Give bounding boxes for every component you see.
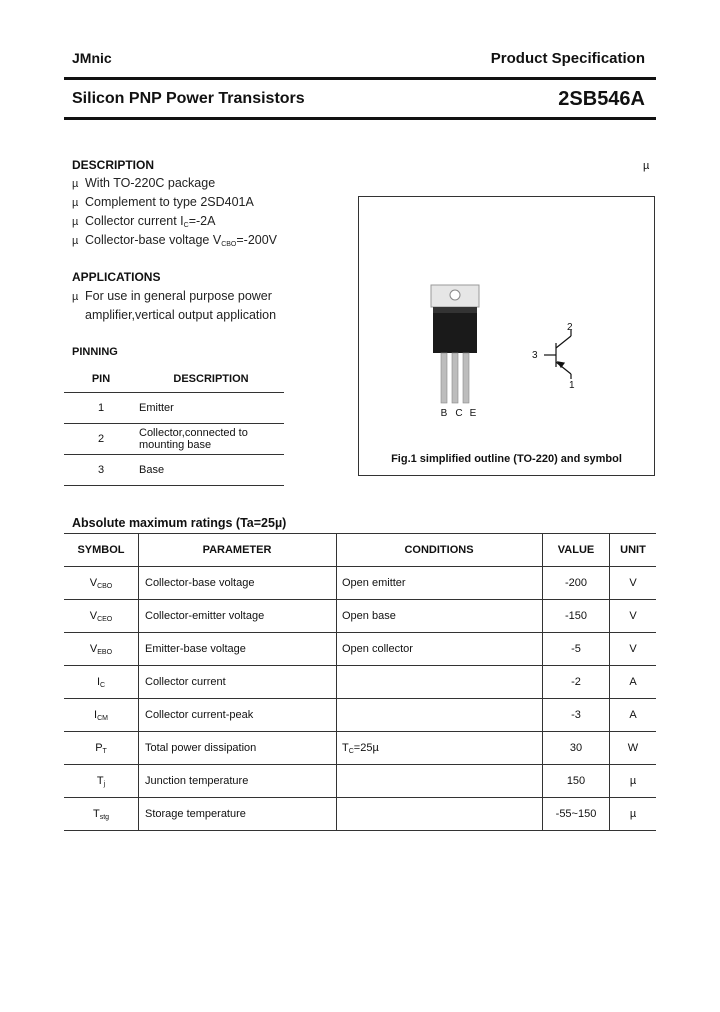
table-row: $V_{CEO}$ Collector-emitter voltage Open base -150 V — [64, 600, 656, 633]
table-row: $P_T$ Total power dissipation $T_C=25\mu$ 30 W — [64, 732, 656, 765]
pinning-heading: PINNING — [72, 346, 118, 358]
table-row: $V_{CBO}$ Collector-base voltage Open emitter -200 V — [64, 567, 656, 600]
bullet-mark: µ — [72, 216, 79, 228]
lead-label: B — [440, 408, 448, 419]
parameter-col-header: PARAMETER — [139, 534, 337, 567]
symbol-pin-label: 3 — [532, 350, 538, 361]
pinning-table — [64, 366, 284, 486]
table-row: $T_{stg}$ Storage temperature -55~150 µ — [64, 798, 656, 831]
ratings-table — [64, 533, 656, 831]
header-rule — [64, 77, 656, 80]
description-item: µ Collector current $I_C=-2A$ — [72, 214, 216, 229]
lead-label: C — [455, 408, 463, 419]
symbol-pin-label: 1 — [569, 380, 575, 391]
pnp-transistor-symbol — [544, 330, 571, 379]
title-rule — [64, 117, 656, 120]
table-row: $V_{EBO}$ Emitter-base voltage Open collector -5 V — [64, 633, 656, 666]
part-number: 2SB546A — [558, 88, 645, 110]
bullet-mark: µ — [643, 160, 650, 172]
document-type: Product Specification — [490, 50, 645, 67]
table-row: $I_{CM}$ Collector current-peak -3 A — [64, 699, 656, 732]
applications-item: µ For use in general purpose power — [72, 289, 272, 303]
applications-heading: APPLICATIONS — [72, 270, 161, 284]
to220-package-image — [431, 285, 479, 403]
table-row: 2 Collector,connected to mounting base — [64, 424, 284, 455]
description-heading: DESCRIPTION — [72, 158, 155, 172]
description-item: µ Complement to type 2SD401A — [72, 195, 254, 209]
company-name: JMnic — [72, 50, 112, 66]
table-row: 1 Emitter — [64, 393, 284, 424]
pin-col-header: PIN — [64, 366, 138, 393]
figure-box — [358, 196, 655, 476]
bullet-mark: µ — [72, 178, 79, 190]
conditions-col-header: CONDITIONS — [337, 534, 543, 567]
bullet-mark: µ — [72, 197, 79, 209]
symbol-col-header: SYMBOL — [64, 534, 139, 567]
applications-item-cont: amplifier,vertical output application — [85, 308, 277, 322]
table-row: $I_C$ Collector current -2 A — [64, 666, 656, 699]
symbol-pin-label: 2 — [567, 322, 573, 333]
bullet-mark: µ — [72, 291, 79, 303]
description-item: µ Collector-base voltage $V_{CBO}=-200V$ — [72, 233, 278, 248]
desc-col-header: DESCRIPTION — [138, 366, 284, 393]
unit-col-header: UNIT — [610, 534, 657, 567]
description-item: µ With TO-220C package — [72, 176, 216, 190]
table-row: 3 Base — [64, 455, 284, 486]
document-title: Silicon PNP Power Transistors — [72, 90, 305, 107]
table-row: $T_j$ Junction temperature 150 µ — [64, 765, 656, 798]
bullet-mark: µ — [72, 235, 79, 247]
figure-drawing — [359, 197, 654, 475]
lead-label: E — [469, 408, 477, 419]
figure-caption: Fig.1 simplified outline (TO-220) and symbol — [391, 453, 622, 465]
value-col-header: VALUE — [543, 534, 610, 567]
ratings-title: Absolute maximum ratings (Ta=25µ) — [72, 516, 287, 530]
